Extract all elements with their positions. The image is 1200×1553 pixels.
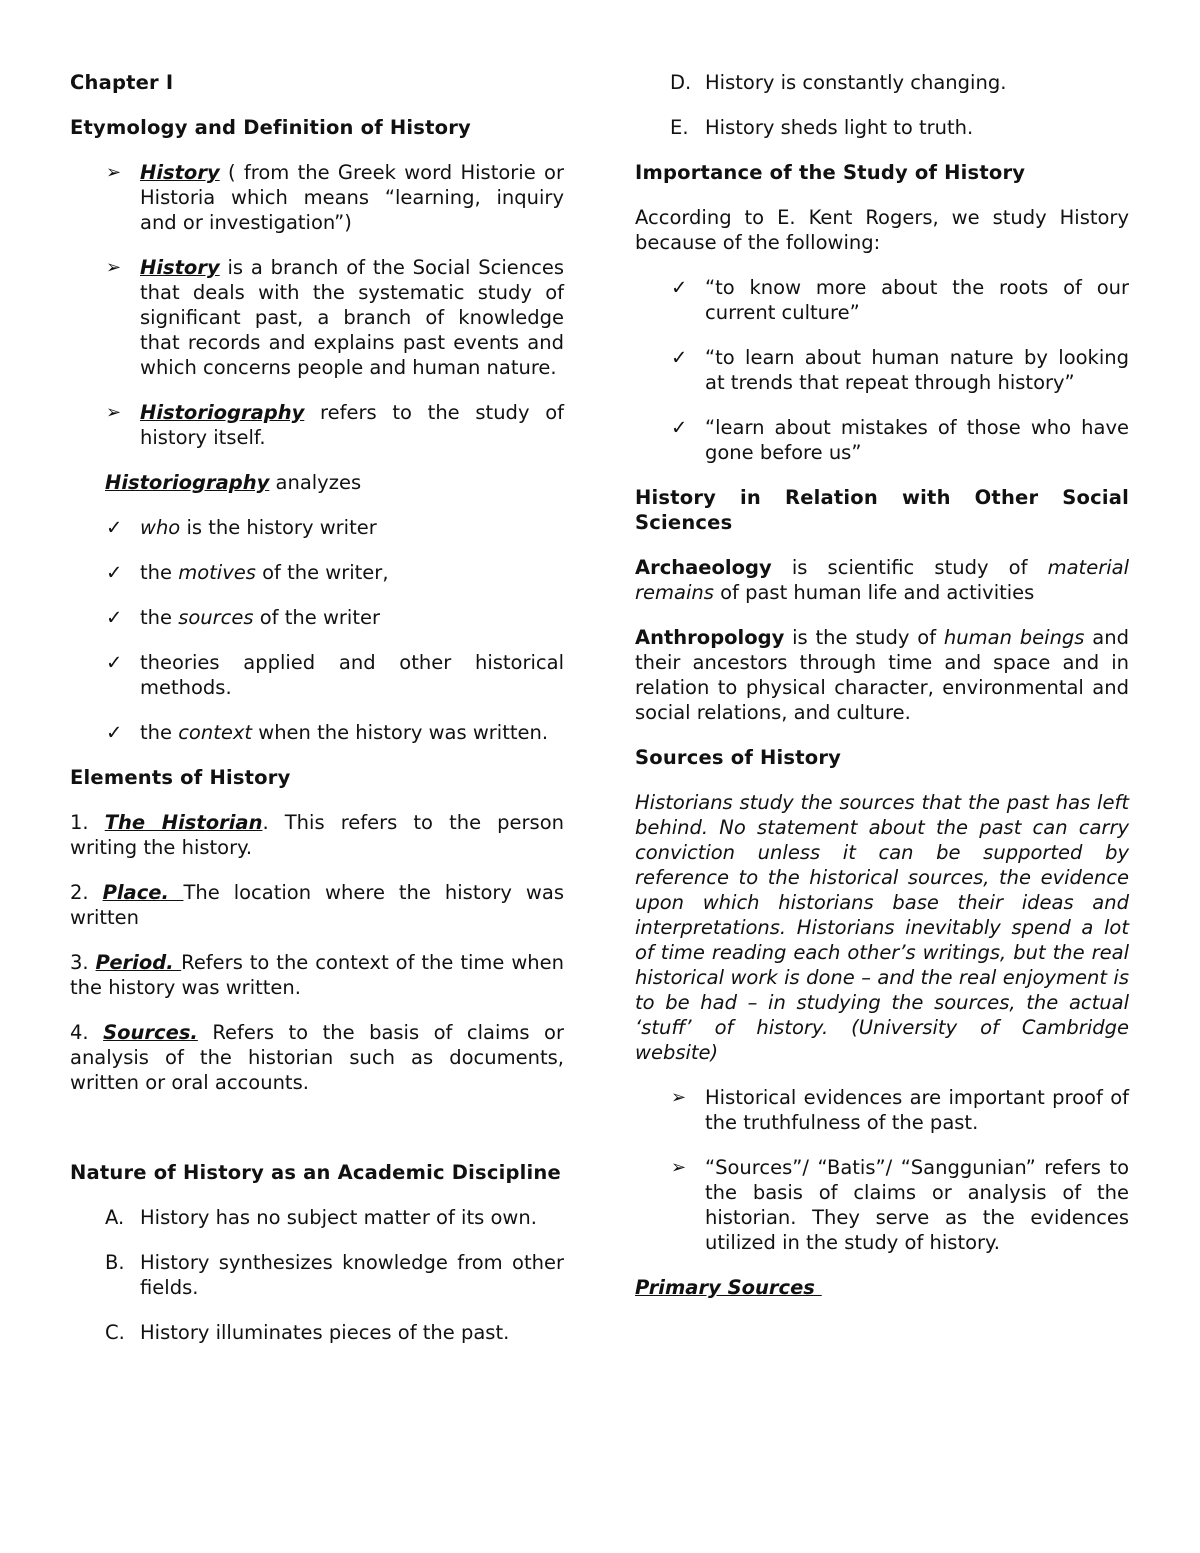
list-item: D. History is constantly changing. — [670, 71, 1007, 94]
check-icon: ✓ — [671, 346, 688, 369]
importance-heading: Importance of the Study of History — [635, 161, 1026, 184]
nature-heading: Nature of History as an Academic Discipline — [70, 1161, 561, 1184]
list-item — [70, 255, 564, 380]
term: Historiography — [105, 471, 270, 494]
list-item: ✓ the motives of the writer, — [106, 561, 389, 584]
list-item: ✓ theories applied and other historical methods. — [106, 651, 564, 699]
list-item: ✓ the context when the history was written. — [106, 721, 549, 744]
check-icon: ✓ — [671, 416, 688, 439]
etymology-heading: Etymology and Definition of History — [70, 116, 471, 139]
check-icon: ✓ — [106, 651, 123, 674]
definition-text: is a branch of the Social Sciences that deals with the systematic study of significant past, a branch of knowledge that records and explains past events and which concerns people and human nature. — [140, 256, 564, 379]
sources-quote: Historians study the sources that the past has left behind. No statement about the past can carry conviction unless it can be supported by reference to the historical sources, the evidence upon which historians base their ideas and interpretations. Historians inevitably spend a lot of time reading each other’s writings, but the real historical work is done – and the real enjoyment is to be had – in studying the sources, the actual ‘stuff’ of history. (University of Cambridge website) — [635, 791, 1129, 1064]
check-icon: ✓ — [106, 606, 123, 629]
anthropology-paragraph: Anthropology is the study of human beings and their ancestors through time and space and in relation to physical character, environmental and social relations, and culture. — [635, 626, 1129, 724]
arrow-bullet-icon: ➢ — [671, 1157, 687, 1178]
definition-text: ( from the Greek word Historie or Historia which means “learning, inquiry and or investigation”) — [140, 161, 564, 234]
list-item: ➢ “Sources”/ “Batis”/ “Sanggunian” refers to the basis of claims or analysis of the historian. They serve as the evidences utilized in the study of history. — [671, 1156, 1129, 1254]
list-item: A. History has no subject matter of its own. — [105, 1206, 537, 1229]
check-icon: ✓ — [106, 561, 123, 584]
left-column — [70, 70, 564, 1365]
list-item: ✓ who is the history writer — [106, 516, 377, 539]
element-item: 3. Period. Refers to the context of the time when the history was written. — [70, 951, 564, 999]
list-item: ✓ “to learn about human nature by looking at trends that repeat through history” — [671, 346, 1129, 394]
list-item: E. History sheds light to truth. — [670, 116, 974, 139]
check-icon: ✓ — [106, 721, 123, 744]
nature-list — [70, 1205, 564, 1345]
list-item: B. History synthesizes knowledge from other fields. — [105, 1251, 564, 1299]
list-item — [70, 160, 564, 235]
primary-sources-heading: Primary Sources — [635, 1276, 822, 1299]
check-icon: ✓ — [106, 516, 123, 539]
nature-list-continued — [635, 70, 1129, 140]
term: Historiography — [140, 401, 305, 424]
list-item: ➢ Historical evidences are important proof of the truthfulness of the past. — [671, 1086, 1129, 1134]
chapter-title: Chapter I — [70, 71, 174, 94]
importance-checklist — [635, 275, 1129, 465]
term: History — [140, 161, 220, 184]
element-item: 4. Sources. Refers to the basis of claims or analysis of the historian such as documents, written or oral accounts. — [70, 1021, 564, 1094]
arrow-bullet-icon: ➢ — [671, 1087, 687, 1108]
relation-heading: History in Relation with Other Social Sciences — [635, 486, 1129, 534]
definition-text: refers to the study of history itself. — [140, 401, 564, 449]
arrow-bullet-icon: ➢ — [106, 257, 122, 278]
historiography-analyzes: Historiography analyzes — [105, 471, 362, 494]
list-item: ✓ “to know more about the roots of our current culture” — [671, 276, 1129, 324]
check-icon: ✓ — [671, 276, 688, 299]
sources-list — [635, 1085, 1129, 1255]
right-column — [635, 70, 1129, 1320]
elements-heading: Elements of History — [70, 766, 291, 789]
list-item: ✓ “learn about mistakes of those who have gone before us” — [671, 416, 1129, 464]
archaeology-paragraph: Archaeology is scientific study of material remains of past human life and activities — [635, 556, 1129, 604]
element-item: 2. Place. The location where the history was written — [70, 881, 564, 929]
element-item: 1. The Historian. This refers to the person writing the history. — [70, 811, 564, 859]
importance-intro: According to E. Kent Rogers, we study History because of the following: — [635, 206, 1129, 254]
sources-heading: Sources of History — [635, 746, 842, 769]
arrow-bullet-icon: ➢ — [106, 402, 122, 423]
definition-list — [70, 160, 564, 450]
arrow-bullet-icon: ➢ — [106, 162, 122, 183]
analyzes-checklist — [70, 515, 564, 745]
term: History — [140, 256, 220, 279]
list-item: ✓ the sources of the writer — [106, 606, 380, 629]
list-item — [70, 400, 564, 450]
spacer — [70, 1115, 564, 1160]
list-item: C. History illuminates pieces of the past. — [105, 1321, 510, 1344]
